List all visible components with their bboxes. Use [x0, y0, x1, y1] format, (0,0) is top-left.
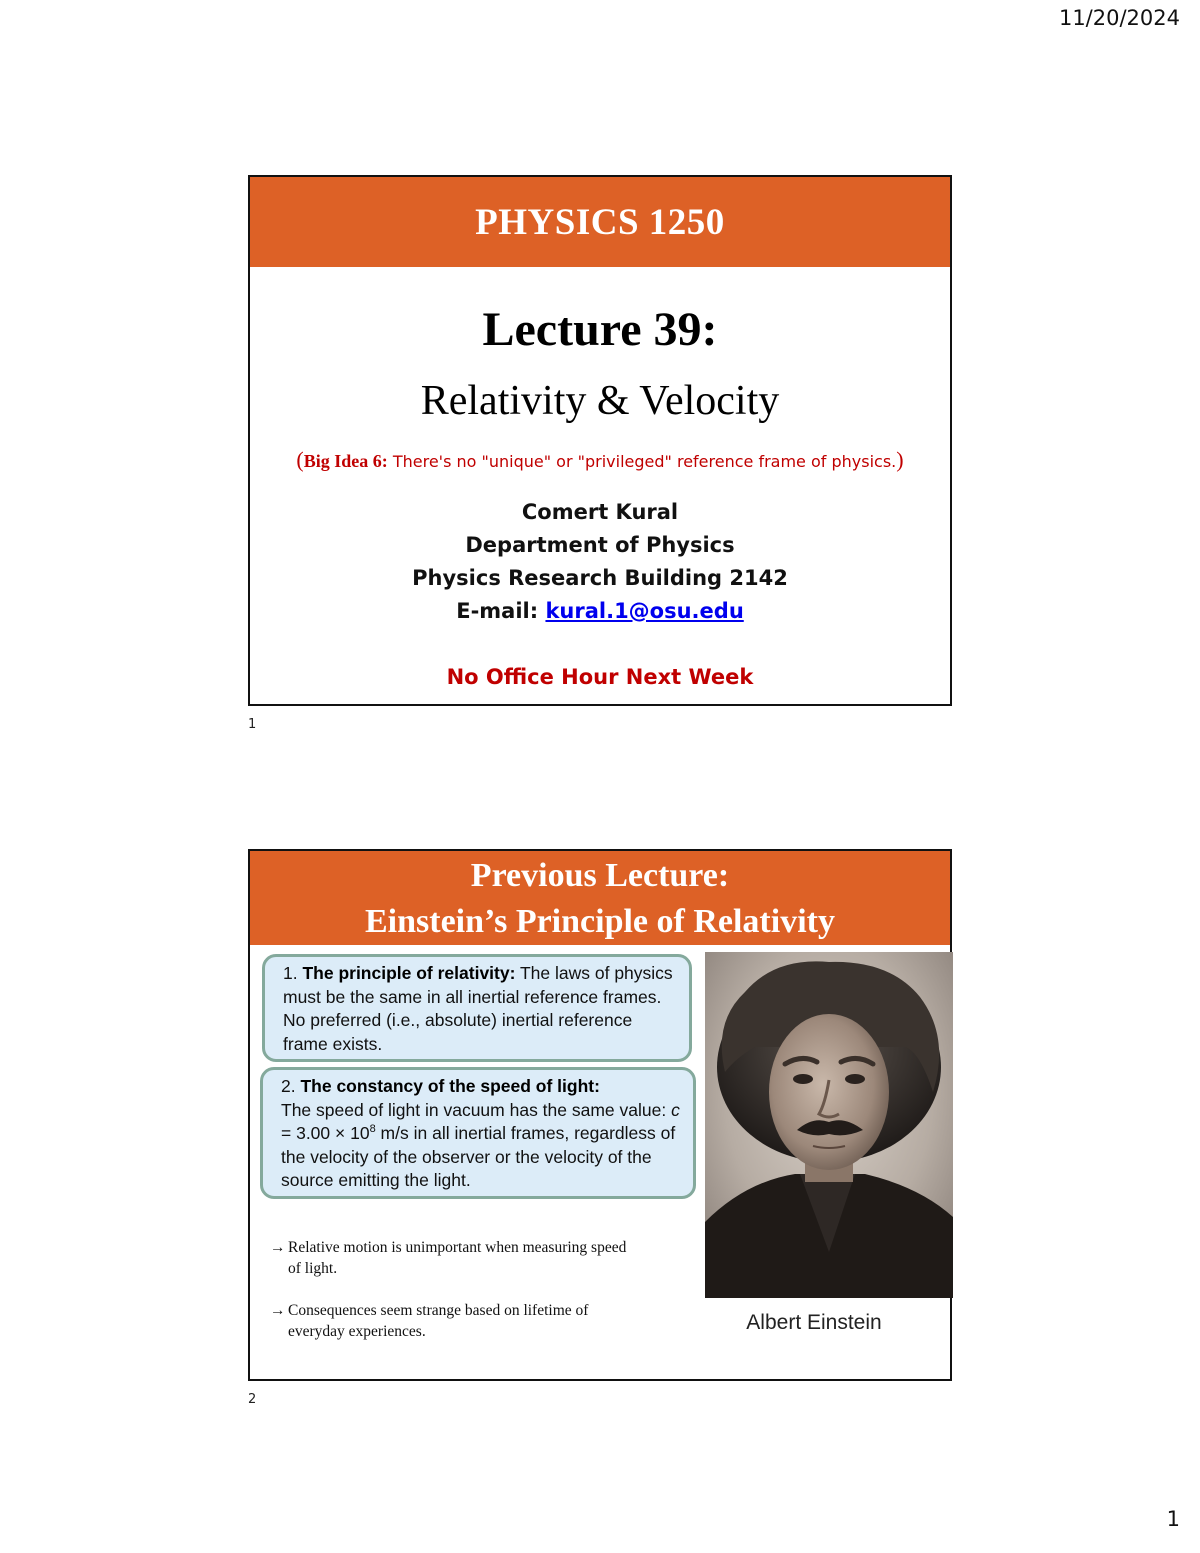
portrait-caption: Albert Einstein [746, 1311, 882, 1334]
slide-2-title-line-2: Einstein’s Principle of Relativity [365, 903, 835, 940]
slide-2-title-line-1: Previous Lecture: [470, 857, 730, 894]
page-date: 11/20/2024 [1058, 6, 1180, 30]
einstein-portrait [705, 952, 953, 1298]
slide-2 [248, 849, 952, 1381]
note-1-line-2: of light. [288, 1260, 338, 1277]
slide-1 [248, 175, 952, 706]
big-idea-close-paren: ) [896, 447, 904, 472]
office-location: Physics Research Building 2142 [412, 566, 788, 590]
principle-1-title: The principle of relativity: [302, 963, 516, 983]
course-title: PHYSICS 1250 [475, 201, 725, 243]
principle-1-number: 1. [283, 963, 303, 983]
slide-2-number: 2 [248, 1392, 257, 1407]
speed-of-light-value: = 3.00 × 10 [281, 1123, 370, 1143]
big-idea [250, 447, 950, 473]
principle-2-text-after: m/s in all inertial frames, regardless of the velocity of the observer or the velocity of the source emitting the light. [281, 1123, 676, 1190]
big-idea-text: There's no "unique" or "privileged" reference frame of physics. [387, 452, 897, 471]
office-hour-notice: No Office Hour Next Week [446, 665, 754, 689]
speed-of-light-exponent: 8 [369, 1123, 376, 1136]
instructor-name: Comert Kural [521, 500, 679, 524]
principle-2-title: The constancy of the speed of light: [300, 1076, 600, 1096]
principle-2-number: 2. [281, 1076, 301, 1096]
email-label: E-mail: [456, 599, 546, 623]
arrow-icon: → [270, 1239, 286, 1256]
note-1-line-1: Relative motion is unimportant when measuring speed [288, 1239, 627, 1256]
note-2-line-2: everyday experiences. [288, 1323, 426, 1340]
slide-1-number: 1 [248, 717, 257, 732]
slide-2-header-bar [250, 851, 950, 945]
page-number: 1 [1166, 1507, 1180, 1531]
lecture-title: Lecture 39: [482, 303, 718, 356]
portrait-illustration [705, 952, 953, 1298]
slide-1-header-bar [250, 177, 950, 267]
note-2-line-1: Consequences seem strange based on lifetime of [288, 1302, 589, 1319]
constancy-of-light-box [260, 1067, 696, 1199]
big-idea-open-paren: ( [296, 447, 304, 472]
speed-of-light-symbol: c [671, 1099, 680, 1120]
principle-of-relativity-box [262, 954, 692, 1062]
note-relative-motion [270, 1237, 680, 1279]
department: Department of Physics [465, 533, 735, 557]
lecture-subtitle: Relativity & Velocity [420, 378, 780, 424]
big-idea-label: Big Idea 6: [303, 451, 388, 471]
arrow-icon: → [270, 1302, 286, 1319]
note-consequences [270, 1300, 680, 1342]
email-line [250, 599, 950, 623]
principle-1-text: The laws of physics must be the same in all inertial reference frames. No preferred (i.e., absolute) inertial reference frame exists. [283, 963, 673, 1054]
email-link[interactable]: kural.1@osu.edu [545, 599, 744, 623]
principle-2-text-before: The speed of light in vacuum has the same value: [281, 1099, 672, 1120]
